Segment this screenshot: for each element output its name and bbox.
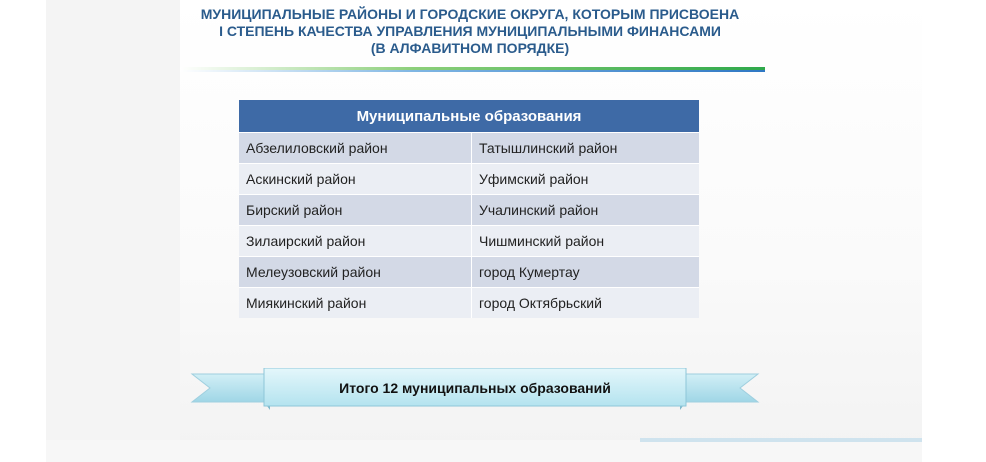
right-margin bbox=[922, 0, 986, 462]
table-row bbox=[239, 164, 699, 195]
title-line-2: I СТЕПЕНЬ КАЧЕСТВА УПРАВЛЕНИЯ МУНИЦИПАЛЬНЫМИ ФИНАНСАМИ bbox=[219, 23, 721, 39]
title-line-3: (В АЛФАВИТНОМ ПОРЯДКЕ) bbox=[370, 40, 570, 56]
table-cell: Татышлинский район bbox=[471, 133, 699, 164]
table-cell: Мелеузовский район bbox=[239, 257, 471, 288]
ribbon-label: Итого 12 муниципальных образований bbox=[339, 380, 611, 396]
table-cell: Абзелиловский район bbox=[239, 133, 471, 164]
table-row bbox=[239, 226, 699, 257]
table-header: Муниципальные образования bbox=[239, 100, 699, 133]
bottom-band bbox=[46, 440, 922, 462]
table-cell: Миякинский район bbox=[239, 288, 471, 319]
table-row bbox=[239, 257, 699, 288]
table-cell: Аскинский район bbox=[239, 164, 471, 195]
left-margin bbox=[0, 0, 46, 462]
table-cell: город Кумертау bbox=[471, 257, 699, 288]
table-cell: Зилаирский район bbox=[239, 226, 471, 257]
page-title bbox=[170, 6, 770, 57]
table-header-row bbox=[239, 100, 699, 133]
table-row bbox=[239, 133, 699, 164]
title-line-1: МУНИЦИПАЛЬНЫЕ РАЙОНЫ И ГОРОДСКИЕ ОКРУГА, КОТОРЫМ ПРИСВОЕНА bbox=[200, 6, 740, 22]
table-cell: Чишминский район bbox=[471, 226, 699, 257]
municipalities-table bbox=[239, 100, 699, 318]
bottom-accent-line bbox=[640, 438, 922, 442]
title-divider-blue bbox=[180, 70, 765, 72]
table-cell: город Октябрьский bbox=[471, 288, 699, 319]
table-cell: Уфимский район bbox=[471, 164, 699, 195]
table-row bbox=[239, 195, 699, 226]
table-cell: Учалинский район bbox=[471, 195, 699, 226]
table-cell: Бирский район bbox=[239, 195, 471, 226]
left-panel bbox=[46, 0, 180, 440]
table-row bbox=[239, 288, 699, 319]
